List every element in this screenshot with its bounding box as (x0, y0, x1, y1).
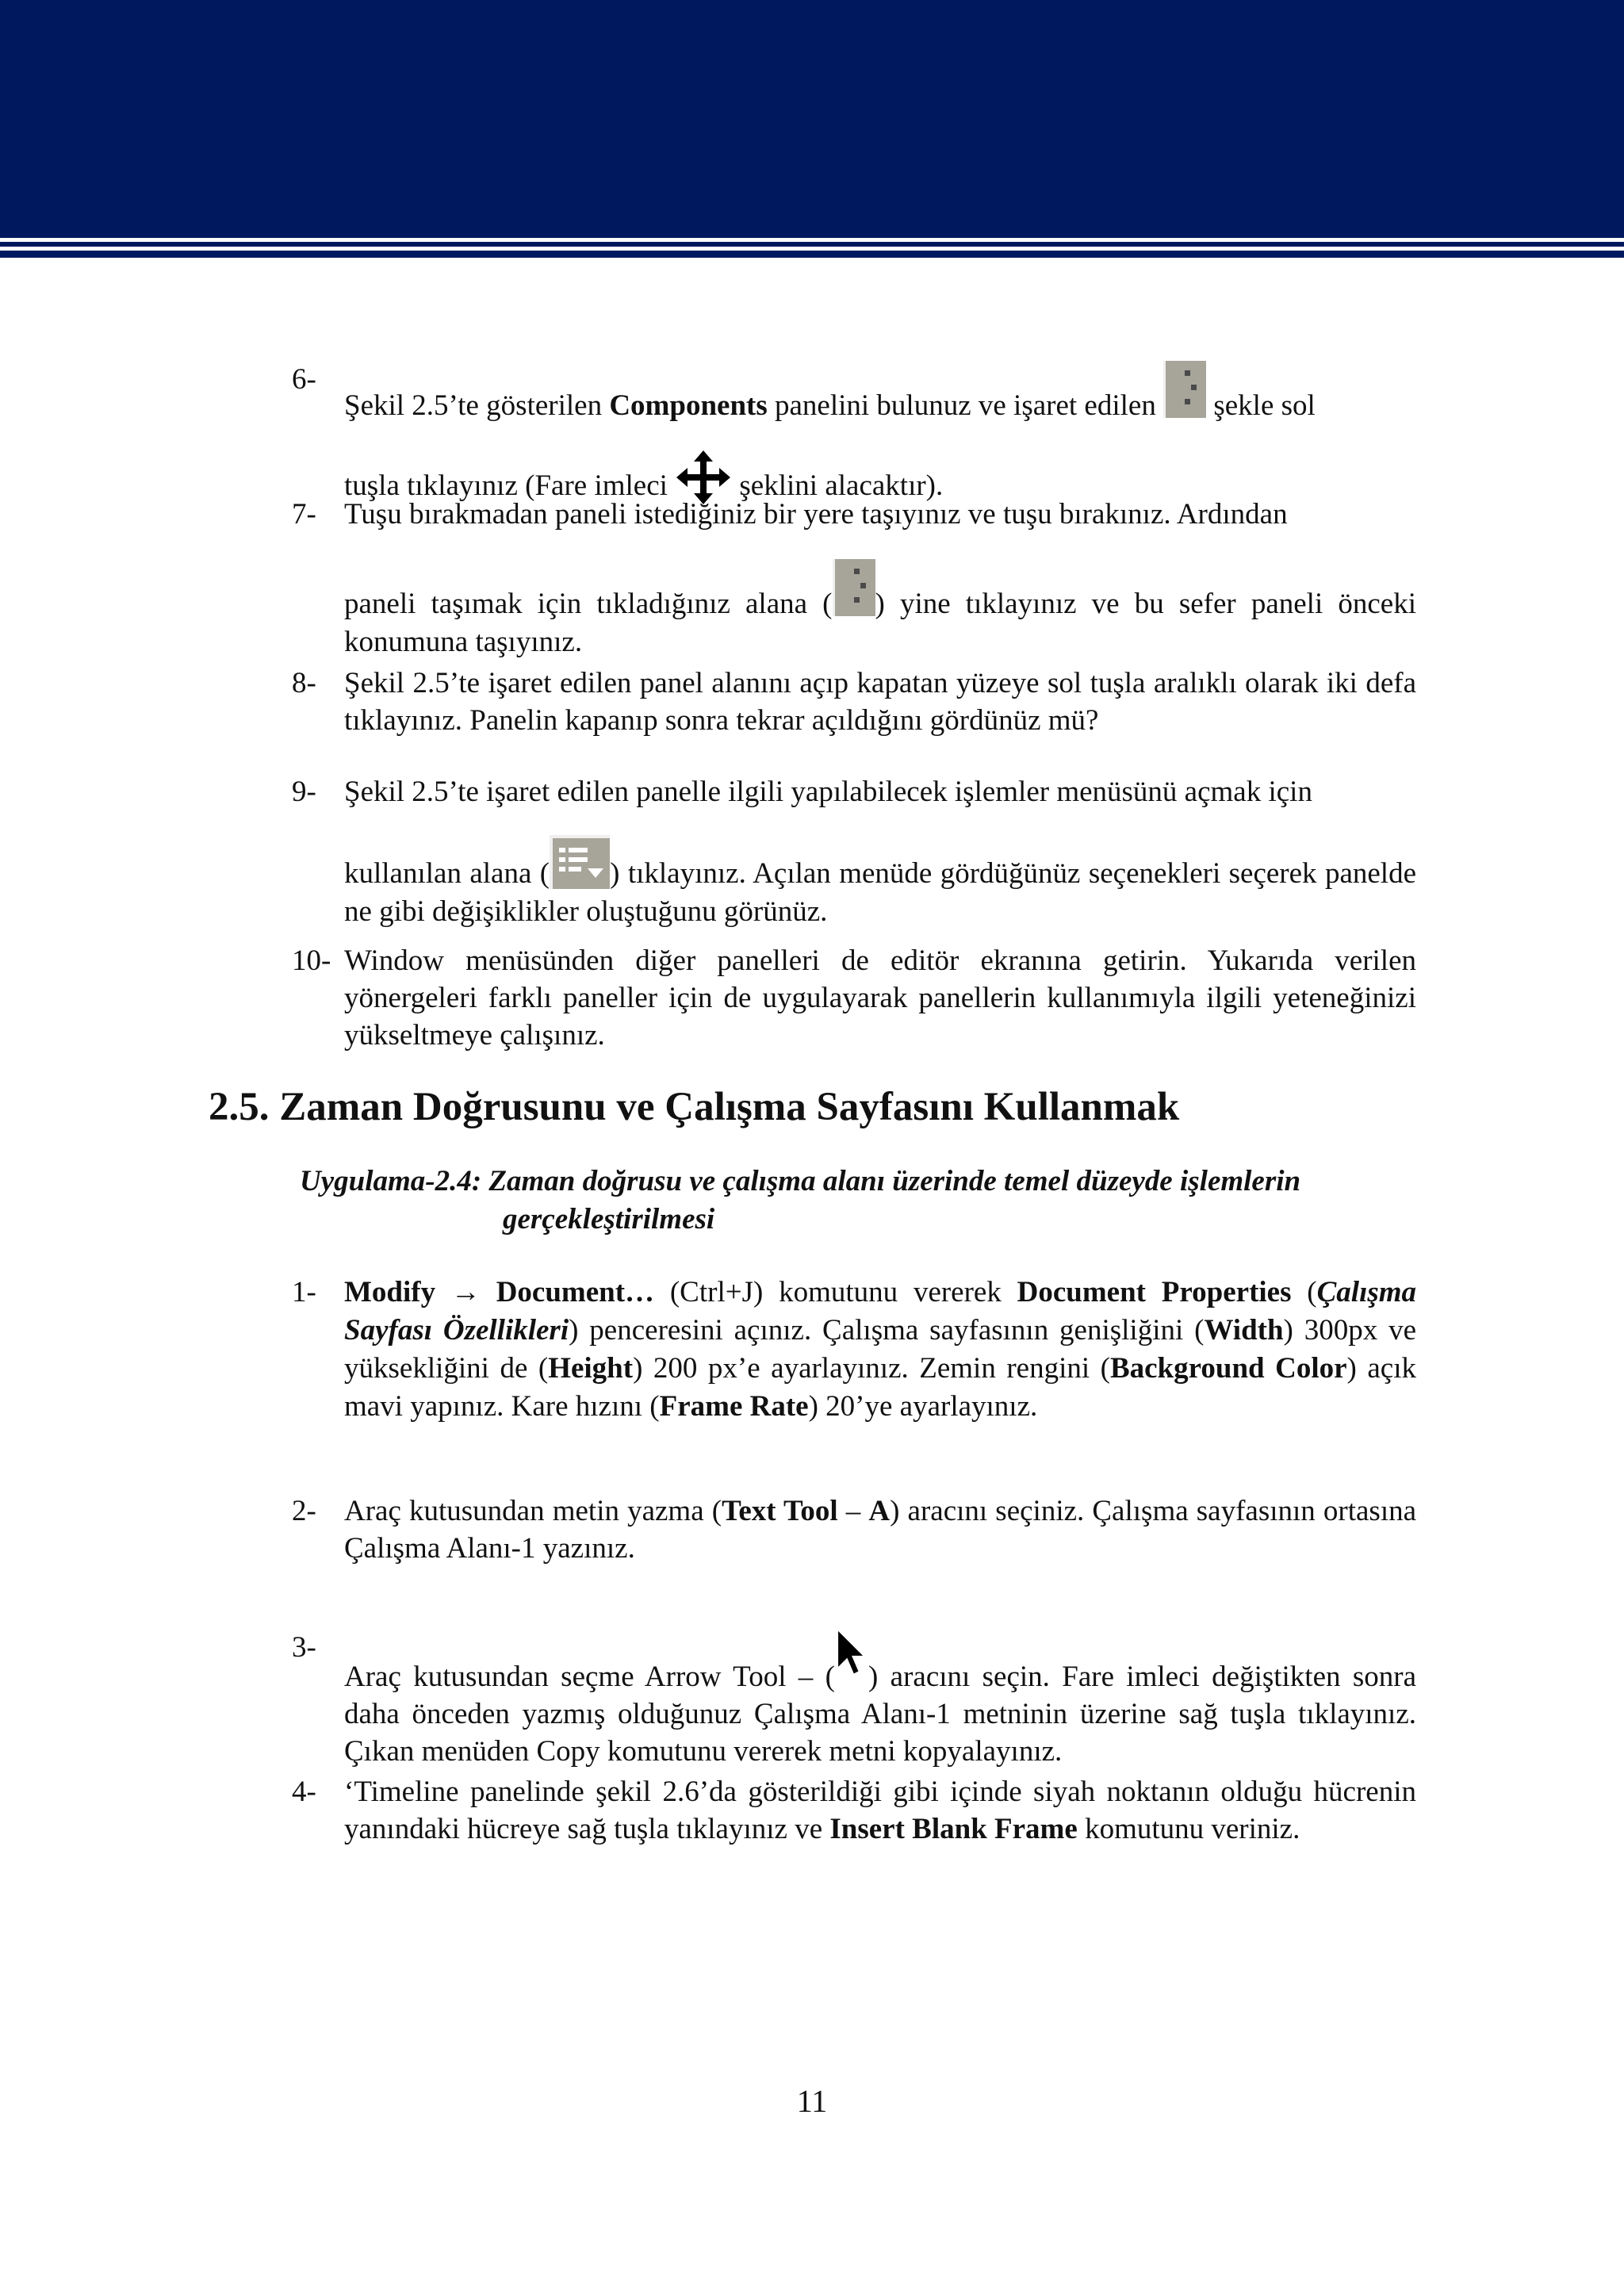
list-item-8 (292, 665, 1416, 739)
list-item-6 (292, 361, 1416, 506)
step-bold: A (868, 1495, 891, 1527)
application-heading-line: Uygulama-2.4: Zaman doğrusu ve çalışma alanı üzerinde temel düzeyde işlemlerin (300, 1165, 1301, 1197)
step-text: ( (1291, 1276, 1317, 1308)
item-text: panelini bulunuz ve işaret edilen (767, 389, 1164, 422)
step-text: ) penceresini açınız. Çalışma sayfasının genişliğini ( (569, 1314, 1205, 1347)
item-text: ) tıklayınız. Açılan menüde gördüğünüz seçenekleri seçerek panelde ne gibi değişiklikler oluştuğunu görünüz. (344, 857, 1416, 928)
step-3 (292, 1629, 1416, 1770)
step-text: → (435, 1276, 496, 1308)
item-body (344, 773, 1416, 931)
step-number: 4- (292, 1776, 316, 1808)
step-bold-italic: Çalışma Sayfası Özellikleri (344, 1276, 1417, 1347)
item-text: şekle sol (1206, 389, 1316, 422)
panel-grip-icon (833, 559, 875, 616)
step-text: – (837, 1495, 869, 1527)
step-number: 3- (292, 1631, 316, 1664)
item-number: 9- (292, 776, 316, 808)
item-text: şeklini alacaktır). (732, 469, 944, 502)
list-item-9 (292, 773, 1416, 931)
step-bold: Frame Rate (659, 1390, 809, 1423)
step-bold: Text Tool (722, 1495, 838, 1527)
item-text: Tuşu bırakmadan paneli istediğiniz bir yere taşıyınız ve tuşu bırakınız. Ardından (344, 498, 1288, 531)
item-text: ) yine tıklayınız ve bu sefer paneli önceki konumuna taşıyınız. (344, 588, 1416, 658)
item-line (344, 835, 1416, 931)
item-text: Şekil 2.5’te işaret edilen panel alanını açıp kapatan yüzeye sol tuşla aralıklı olarak iki defa tıklayınız. Panelin kapanıp sonra tekrar açıldığını gördünüz mü? (344, 667, 1416, 737)
step-bold: Document Properties (1017, 1276, 1292, 1308)
step-number: 2- (292, 1495, 316, 1527)
step-text: ) açık mavi yapınız. Kare hızını ( (344, 1352, 1416, 1423)
step-text: ) aracını seçiniz. Çalışma sayfasının ortasına Çalışma Alanı-1 yazınız. (344, 1495, 1417, 1565)
item-body (344, 496, 1416, 661)
item-body (344, 665, 1416, 739)
step-text: komutunu veriniz. (1077, 1813, 1300, 1845)
item-number: 8- (292, 667, 316, 699)
step-text: Araç kutusundan metin yazma ( (344, 1495, 722, 1527)
step-text: (Ctrl+J) komutunu vererek (654, 1276, 1017, 1308)
step-4 (292, 1773, 1416, 1848)
item-text: kullanılan alana ( (344, 857, 550, 890)
step-text: ‘Timeline panelinde şekil 2.6’da gösterildiği gibi içinde siyah noktanın olduğu hücrenin yanındaki hücreye sağ tuşla tıklayınız ve (344, 1776, 1416, 1845)
step-body (344, 1773, 1416, 1848)
step-text: ) 200 px’e ayarlayınız. Zemin rengini ( (633, 1352, 1110, 1385)
step-body (344, 1274, 1416, 1426)
step-text: ) 300px ve yüksekliğini de ( (344, 1314, 1416, 1385)
step-2 (292, 1492, 1416, 1567)
header-rule (0, 242, 1624, 247)
item-body (344, 361, 1416, 506)
list-item-7 (292, 496, 1416, 661)
step-bold: Insert Blank Frame (829, 1813, 1078, 1845)
step-number: 1- (292, 1276, 316, 1308)
item-number: 6- (292, 363, 316, 396)
item-text: Şekil 2.5’te gösterilen (344, 389, 610, 422)
step-body (344, 1492, 1416, 1567)
item-body (344, 942, 1416, 1054)
header-rule (0, 251, 1624, 258)
item-text: paneli taşımak için tıkladığınız alana ( (344, 588, 833, 620)
arrow-tool-icon (835, 1629, 868, 1678)
step-bold: Height (548, 1352, 634, 1385)
item-bold: Components (609, 389, 768, 422)
item-text: Window menüsünden diğer panelleri de editör ekranına getirin. Yukarıda verilen yönergeleri farklı paneller için de uygulayarak panellerin kullanımıyla ilgili yeteneğinizi yükseltmeye çalışınız. (344, 944, 1416, 1052)
step-bold: Modify (344, 1276, 436, 1308)
step-1 (292, 1274, 1416, 1426)
step-body (344, 1629, 1416, 1770)
application-heading (300, 1163, 1416, 1239)
section-heading: 2.5. Zaman Doğrusunu ve Çalışma Sayfasını Kullanmak (209, 1085, 1180, 1129)
step-bold: Document… (496, 1276, 655, 1308)
application-heading-line: gerçekleştirilmesi (503, 1203, 715, 1236)
item-number: 7- (292, 498, 316, 531)
step-text: ) aracını seçin. Fare imleci değiştikten sonra daha önceden yazmış olduğunuz Çalışma Alanı-1 metninin üzerine sağ tuşla tıklayınız. Çıkan menüden Copy komutunu vererek metni kopyalayınız. (344, 1661, 1416, 1768)
item-line (344, 559, 1416, 661)
item-text: tuşla tıklayınız (Fare imleci (344, 469, 676, 502)
step-bold: Background Color (1109, 1352, 1347, 1385)
item-number: 10- (292, 944, 331, 977)
page-number: 11 (796, 2083, 828, 2119)
list-item-10 (292, 942, 1416, 1054)
header-banner (0, 0, 1624, 238)
item-text: Şekil 2.5’te işaret edilen panelle ilgili yapılabilecek işlemler menüsünü açmak için (344, 776, 1312, 808)
step-text: Araç kutusundan seçme Arrow Tool – ( (344, 1661, 835, 1693)
step-bold: Width (1204, 1314, 1284, 1347)
step-text: ) 20’ye ayarlayınız. (808, 1390, 1038, 1423)
panel-grip-icon (1163, 361, 1206, 418)
panel-menu-icon (550, 835, 610, 889)
